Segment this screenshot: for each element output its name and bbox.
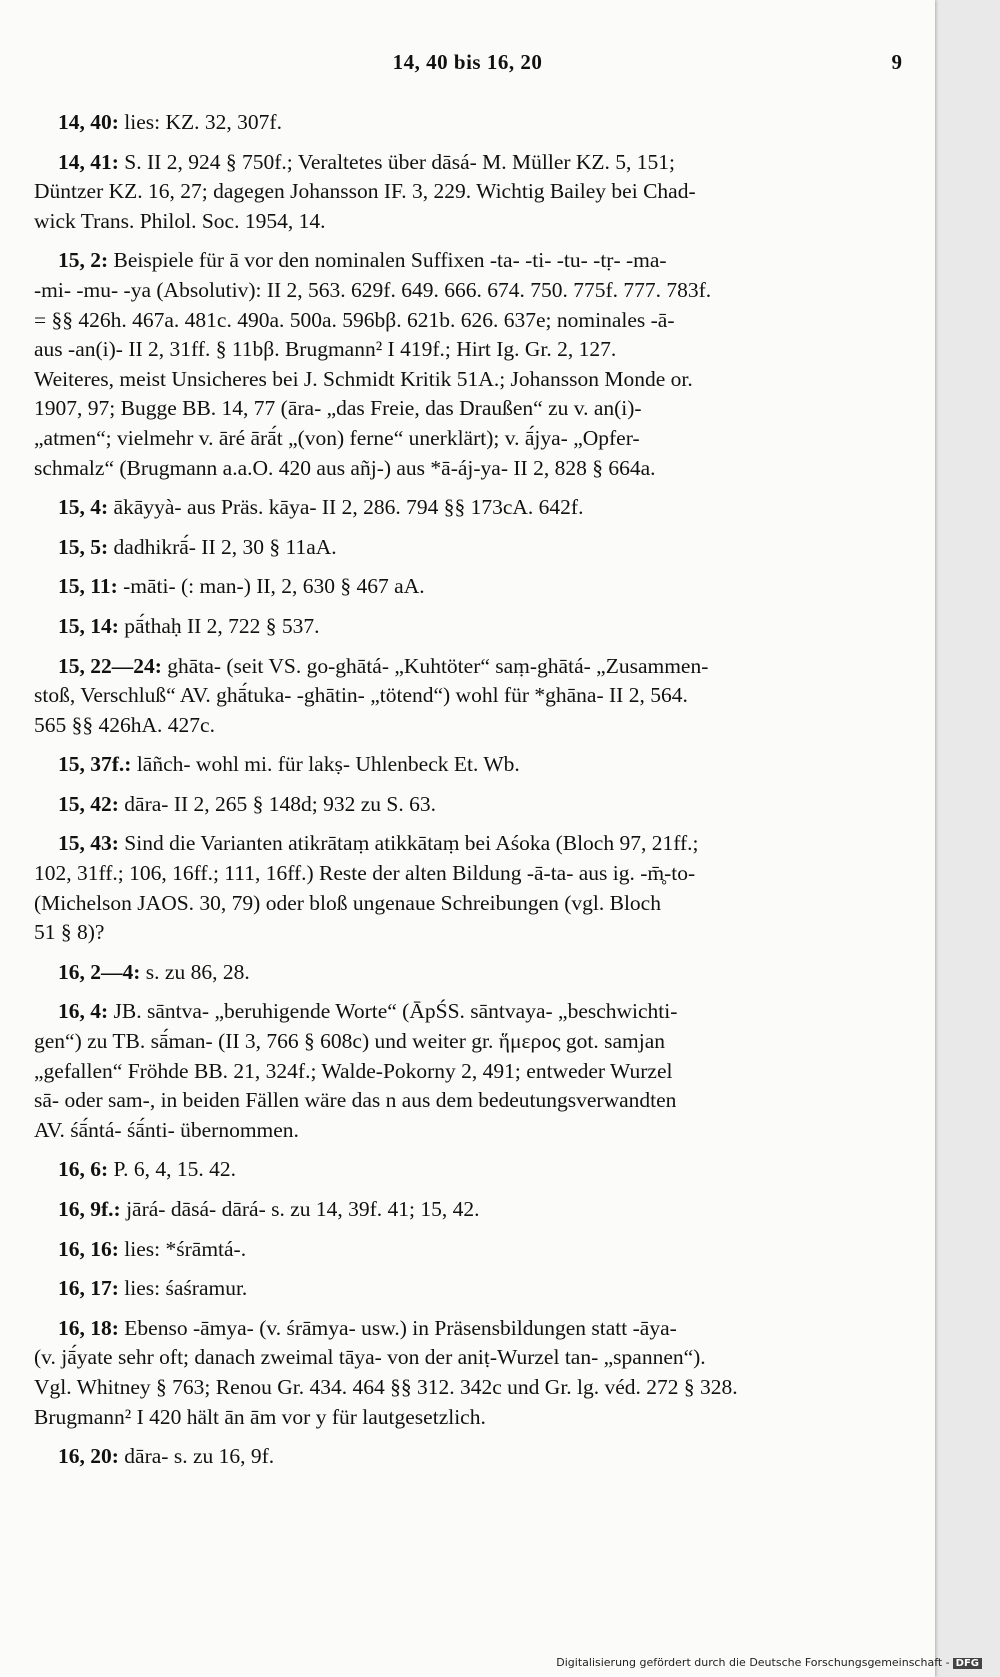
entry-line <box>34 335 902 365</box>
entry-line <box>34 750 902 780</box>
entry-reference: 15, 37f.: <box>58 752 132 777</box>
entry-text: lies: *śrāmtá-. <box>124 1236 247 1261</box>
entry-line <box>34 454 902 484</box>
entry-text: stoß, Verschluß“ AV. ghā́tuka- -ghātin- „tötend“) wohl für *ghāna- II 2, 564. <box>34 683 688 708</box>
entry-text: dāra- s. zu 16, 9f. <box>124 1444 275 1469</box>
commentary-entry <box>34 533 902 563</box>
entry-text: Düntzer KZ. 16, 27; dagegen Johansson IF. 3, 229. Wichtig Bailey bei Chad- <box>34 179 696 204</box>
entry-reference: 15, 14: <box>58 613 119 638</box>
entry-text: Sind die Varianten atikrātaṃ atikkātaṃ bei Aśoka (Bloch 97, 21ff.; <box>124 831 699 856</box>
entry-text: ghāta- (seit VS. go-ghātá- „Kuhtöter“ saṃ-ghātá- „Zusammen- <box>167 653 709 678</box>
commentary-entry <box>34 1195 902 1225</box>
entry-line <box>34 652 902 682</box>
entry-text: Ebenso -āmya- (v. śrāmya- usw.) in Präsensbildungen statt -āya- <box>124 1315 677 1340</box>
entry-line <box>34 148 902 178</box>
commentary-entry <box>34 612 902 642</box>
entry-line <box>34 533 902 563</box>
entry-reference: 16, 18: <box>58 1315 119 1340</box>
entry-line <box>34 207 902 237</box>
entry-text: (Michelson JAOS. 30, 79) oder bloß ungenaue Schreibungen (vgl. Bloch <box>34 890 661 915</box>
commentary-entry <box>34 572 902 602</box>
commentary-entry <box>34 958 902 988</box>
entry-line <box>34 1235 902 1265</box>
commentary-entry <box>34 1235 902 1265</box>
entry-line <box>34 1403 902 1433</box>
commentary-entry <box>34 493 902 523</box>
entry-text: 1907, 97; Bugge BB. 14, 77 (āra- „das Freie, das Draußen“ zu v. an(i)- <box>34 396 642 421</box>
running-title: 14, 40 bis 16, 20 <box>392 50 543 74</box>
page-header <box>0 50 935 80</box>
entry-text: AV. śā́ntá- śā́nti- übernommen. <box>34 1117 299 1142</box>
entry-line <box>34 108 902 138</box>
entry-reference: 16, 2—4: <box>58 959 141 984</box>
commentary-entry <box>34 1155 902 1185</box>
entry-line <box>34 1442 902 1472</box>
entry-reference: 15, 5: <box>58 534 109 559</box>
entry-text: pā́thaḥ II 2, 722 § 537. <box>124 613 320 638</box>
entry-line <box>34 1057 902 1087</box>
entry-line <box>34 612 902 642</box>
entry-text: schmalz“ (Brugmann a.a.O. 420 aus añj-) aus *ā-áj-ya- II 2, 828 § 664a. <box>34 455 656 480</box>
entry-reference: 16, 6: <box>58 1157 109 1182</box>
entry-text: dāra- II 2, 265 § 148d; 932 zu S. 63. <box>124 791 436 816</box>
entry-text: (v. jā́yate sehr oft; danach zweimal tāya- von der aniṭ-Wurzel tan- „spannen“). <box>34 1345 706 1370</box>
entry-line <box>34 889 902 919</box>
entry-text: Beispiele für ā vor den nominalen Suffixen -ta- -ti- -tu- -tṛ- -ma- <box>113 248 667 273</box>
entry-reference: 15, 2: <box>58 248 109 273</box>
entry-line <box>34 859 902 889</box>
commentary-entry <box>34 108 902 138</box>
entry-line <box>34 246 902 276</box>
entry-text: aus -an(i)- II 2, 31ff. § 11bβ. Brugmann² I 419f.; Hirt Ig. Gr. 2, 127. <box>34 337 617 362</box>
entry-reference: 16, 4: <box>58 999 109 1024</box>
entry-reference: 14, 41: <box>58 149 119 174</box>
entry-text: „atmen“; vielmehr v. āré ārā́t „(von) ferne“ unerklärt); v. ā́jya- „Opfer- <box>34 425 640 450</box>
entry-text: sā- oder sam-, in beiden Fällen wäre das n aus dem bedeutungsverwandten <box>34 1088 677 1113</box>
entry-reference: 15, 11: <box>58 574 118 599</box>
commentary-entry <box>34 829 902 947</box>
entry-text: 51 § 8)? <box>34 920 105 945</box>
entry-line <box>34 306 902 336</box>
entry-reference: 15, 43: <box>58 831 119 856</box>
entry-text: jārá- dāsá- dārá- s. zu 14, 39f. 41; 15, 42. <box>126 1197 480 1221</box>
entry-text: Brugmann² I 420 hält ān ām vor y für lautgesetzlich. <box>34 1404 486 1429</box>
entry-line <box>34 424 902 454</box>
entry-line <box>34 1314 902 1344</box>
entry-line <box>34 1343 902 1373</box>
entry-text: 565 §§ 426hA. 427c. <box>34 712 215 737</box>
entry-line <box>34 177 902 207</box>
entry-line <box>34 997 902 1027</box>
commentary-entry <box>34 148 902 237</box>
entry-line <box>34 958 902 988</box>
entry-text: JB. sāntva- „beruhigende Worte“ (ĀpŚS. sāntvaya- „beschwichti- <box>113 999 678 1024</box>
commentary-entry <box>34 1314 902 1432</box>
entry-reference: 15, 42: <box>58 791 119 816</box>
entry-line <box>34 681 902 711</box>
entry-text: s. zu 86, 28. <box>145 959 250 984</box>
entry-line <box>34 276 902 306</box>
credit-text: Digitalisierung gefördert durch die Deutsche Forschungsgemeinschaft - <box>556 1656 950 1669</box>
entry-text: gen“) zu TB. sā́man- (II 3, 766 § 608c) und weiter gr. ἥμερος got. samjan <box>34 1029 665 1054</box>
entry-line <box>34 1274 902 1304</box>
commentary-body <box>34 108 902 1482</box>
page-number: 9 <box>891 50 902 74</box>
entry-line <box>34 1027 902 1057</box>
entry-text: -māti- (: man-) II, 2, 630 § 467 aA. <box>123 574 425 599</box>
entry-line <box>34 711 902 741</box>
entry-line <box>34 1195 902 1225</box>
entry-text: dadhikrā́- II 2, 30 § 11aA. <box>113 534 337 559</box>
entry-text: ākāyyà- aus Präs. kāya- II 2, 286. 794 §§ 173cA. 642f. <box>113 495 584 520</box>
entry-line <box>34 1373 902 1403</box>
entry-text: lies: śaśramur. <box>124 1276 248 1301</box>
entry-text: = §§ 426h. 467a. 481c. 490a. 500a. 596bβ. 621b. 626. 637e; nominales -ā- <box>34 307 675 332</box>
digitization-credit <box>556 1656 982 1669</box>
entry-reference: 16, 16: <box>58 1236 119 1261</box>
dfg-logo: DFG <box>953 1658 982 1669</box>
commentary-entry <box>34 1442 902 1472</box>
entry-line <box>34 572 902 602</box>
entry-reference: 14, 40: <box>58 110 119 134</box>
entry-text: S. II 2, 924 § 750f.; Veraltetes über dāsá- M. Müller KZ. 5, 151; <box>124 149 676 174</box>
entry-text: „gefallen“ Fröhde BB. 21, 324f.; Walde-Pokorny 2, 491; entweder Wurzel <box>34 1058 673 1083</box>
entry-reference: 16, 9f.: <box>58 1197 121 1221</box>
entry-text: -mi- -mu- -ya (Absolutiv): II 2, 563. 629f. 649. 666. 674. 750. 775f. 777. 783f. <box>34 277 712 302</box>
entry-reference: 16, 17: <box>58 1276 119 1301</box>
commentary-entry <box>34 246 902 483</box>
entry-text: wick Trans. Philol. Soc. 1954, 14. <box>34 208 326 233</box>
entry-line <box>34 365 902 395</box>
entry-line <box>34 493 902 523</box>
entry-text: Vgl. Whitney § 763; Renou Gr. 434. 464 §§ 312. 342c und Gr. lg. véd. 272 § 328. <box>34 1374 738 1399</box>
entry-line <box>34 1086 902 1116</box>
entry-reference: 15, 22—24: <box>58 653 162 678</box>
entry-line <box>34 918 902 948</box>
entry-text: lāñch- wohl mi. für lakṣ- Uhlenbeck Et. Wb. <box>136 752 520 777</box>
entry-line <box>34 1155 902 1185</box>
commentary-entry <box>34 1274 902 1304</box>
commentary-entry <box>34 997 902 1145</box>
entry-reference: 16, 20: <box>58 1444 119 1469</box>
entry-text: Weiteres, meist Unsicheres bei J. Schmidt Kritik 51A.; Johansson Monde or. <box>34 366 693 391</box>
entry-line <box>34 790 902 820</box>
entry-line <box>34 1116 902 1146</box>
entry-line <box>34 394 902 424</box>
commentary-entry <box>34 652 902 741</box>
commentary-entry <box>34 750 902 780</box>
entry-text: P. 6, 4, 15. 42. <box>113 1157 236 1182</box>
entry-text: lies: KZ. 32, 307f. <box>124 110 282 134</box>
entry-reference: 15, 4: <box>58 495 109 520</box>
commentary-entry <box>34 790 902 820</box>
entry-line <box>34 829 902 859</box>
entry-text: 102, 31ff.; 106, 16ff.; 111, 16ff.) Reste der alten Bildung -ā-ta- aus ig. -m̥̄-to- <box>34 861 696 886</box>
